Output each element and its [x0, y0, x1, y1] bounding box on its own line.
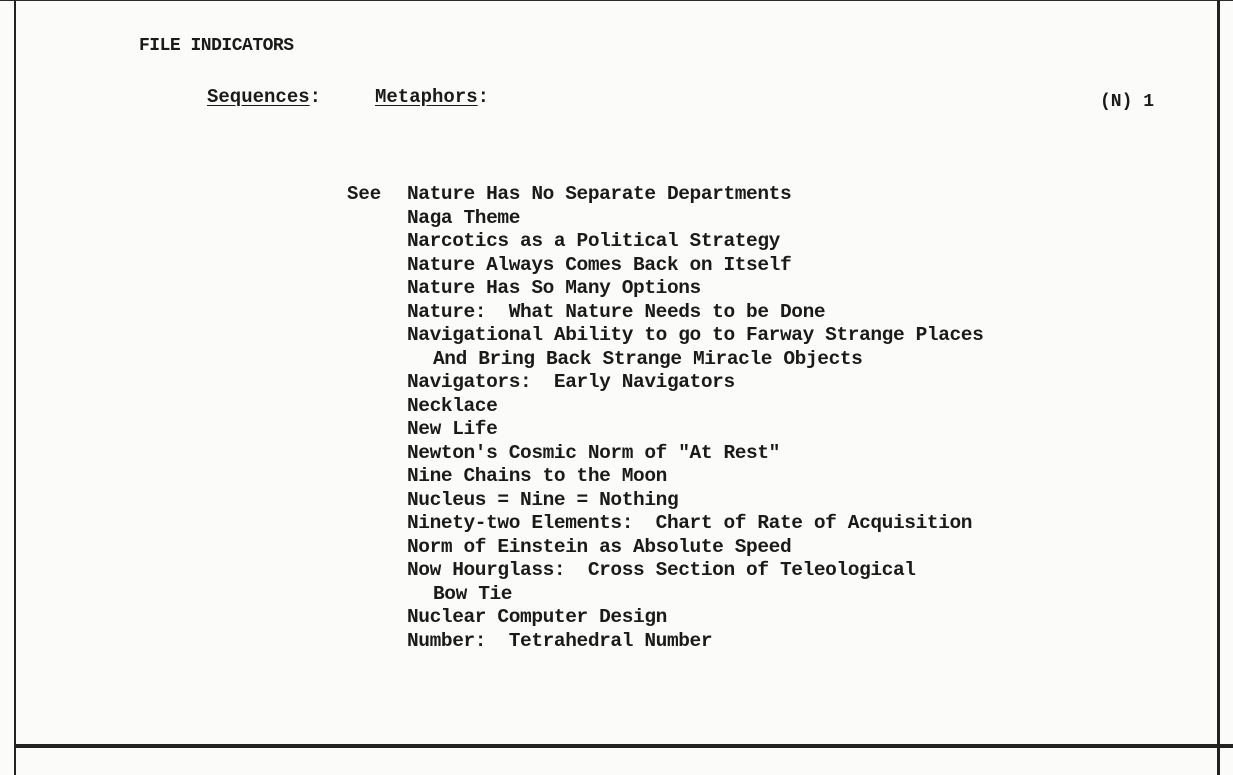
list-item: Ninety-two Elements: Chart of Rate of Acquisition	[407, 512, 973, 534]
top-border	[0, 0, 1233, 1]
list-item: Nine Chains to the Moon	[407, 465, 667, 487]
list-item: Nature Has No Separate Departments	[407, 183, 792, 205]
list-item: Naga Theme	[407, 206, 521, 229]
list-item: Necklace	[407, 394, 498, 417]
list-item: Nature Always Comes Back on Itself	[407, 253, 792, 276]
list-item: Number: Tetrahedral Number	[407, 629, 713, 652]
list-item: New Life	[407, 418, 498, 440]
list-item: Bow Tie	[433, 582, 513, 605]
metaphors-colon: :	[477, 86, 490, 108]
list-item: Nuclear Computer Design	[407, 606, 667, 628]
card-title: FILE INDICATORS	[139, 36, 294, 56]
sequences-label: Sequences	[207, 86, 310, 108]
metaphors-label: Metaphors	[375, 86, 478, 108]
left-border	[14, 0, 16, 775]
list-item: Nature: What Nature Needs to be Done	[407, 300, 826, 323]
right-border	[1217, 0, 1220, 775]
list-item: Now Hourglass: Cross Section of Teleological	[407, 559, 916, 581]
metaphors-heading	[375, 86, 489, 108]
entry-list	[407, 183, 983, 653]
list-item: And Bring Back Strange Miracle Objects	[433, 347, 863, 370]
list-item: Navigational Ability to go to Farway Strange Places	[407, 324, 984, 346]
bottom-border	[14, 744, 1233, 748]
list-item: Newton's Cosmic Norm of "At Rest"	[407, 441, 780, 464]
see-label: See	[347, 183, 382, 205]
card-reference: (N) 1	[1100, 92, 1155, 112]
list-item: Norm of Einstein as Absolute Speed	[407, 535, 792, 558]
list-item: Narcotics as a Political Strategy	[407, 230, 780, 252]
sequences-colon: :	[309, 86, 322, 108]
list-item: Navigators: Early Navigators	[407, 371, 735, 393]
list-item: Nature Has So Many Options	[407, 277, 701, 299]
list-item: Nucleus = Nine = Nothing	[407, 488, 679, 511]
sequences-heading	[207, 86, 321, 108]
